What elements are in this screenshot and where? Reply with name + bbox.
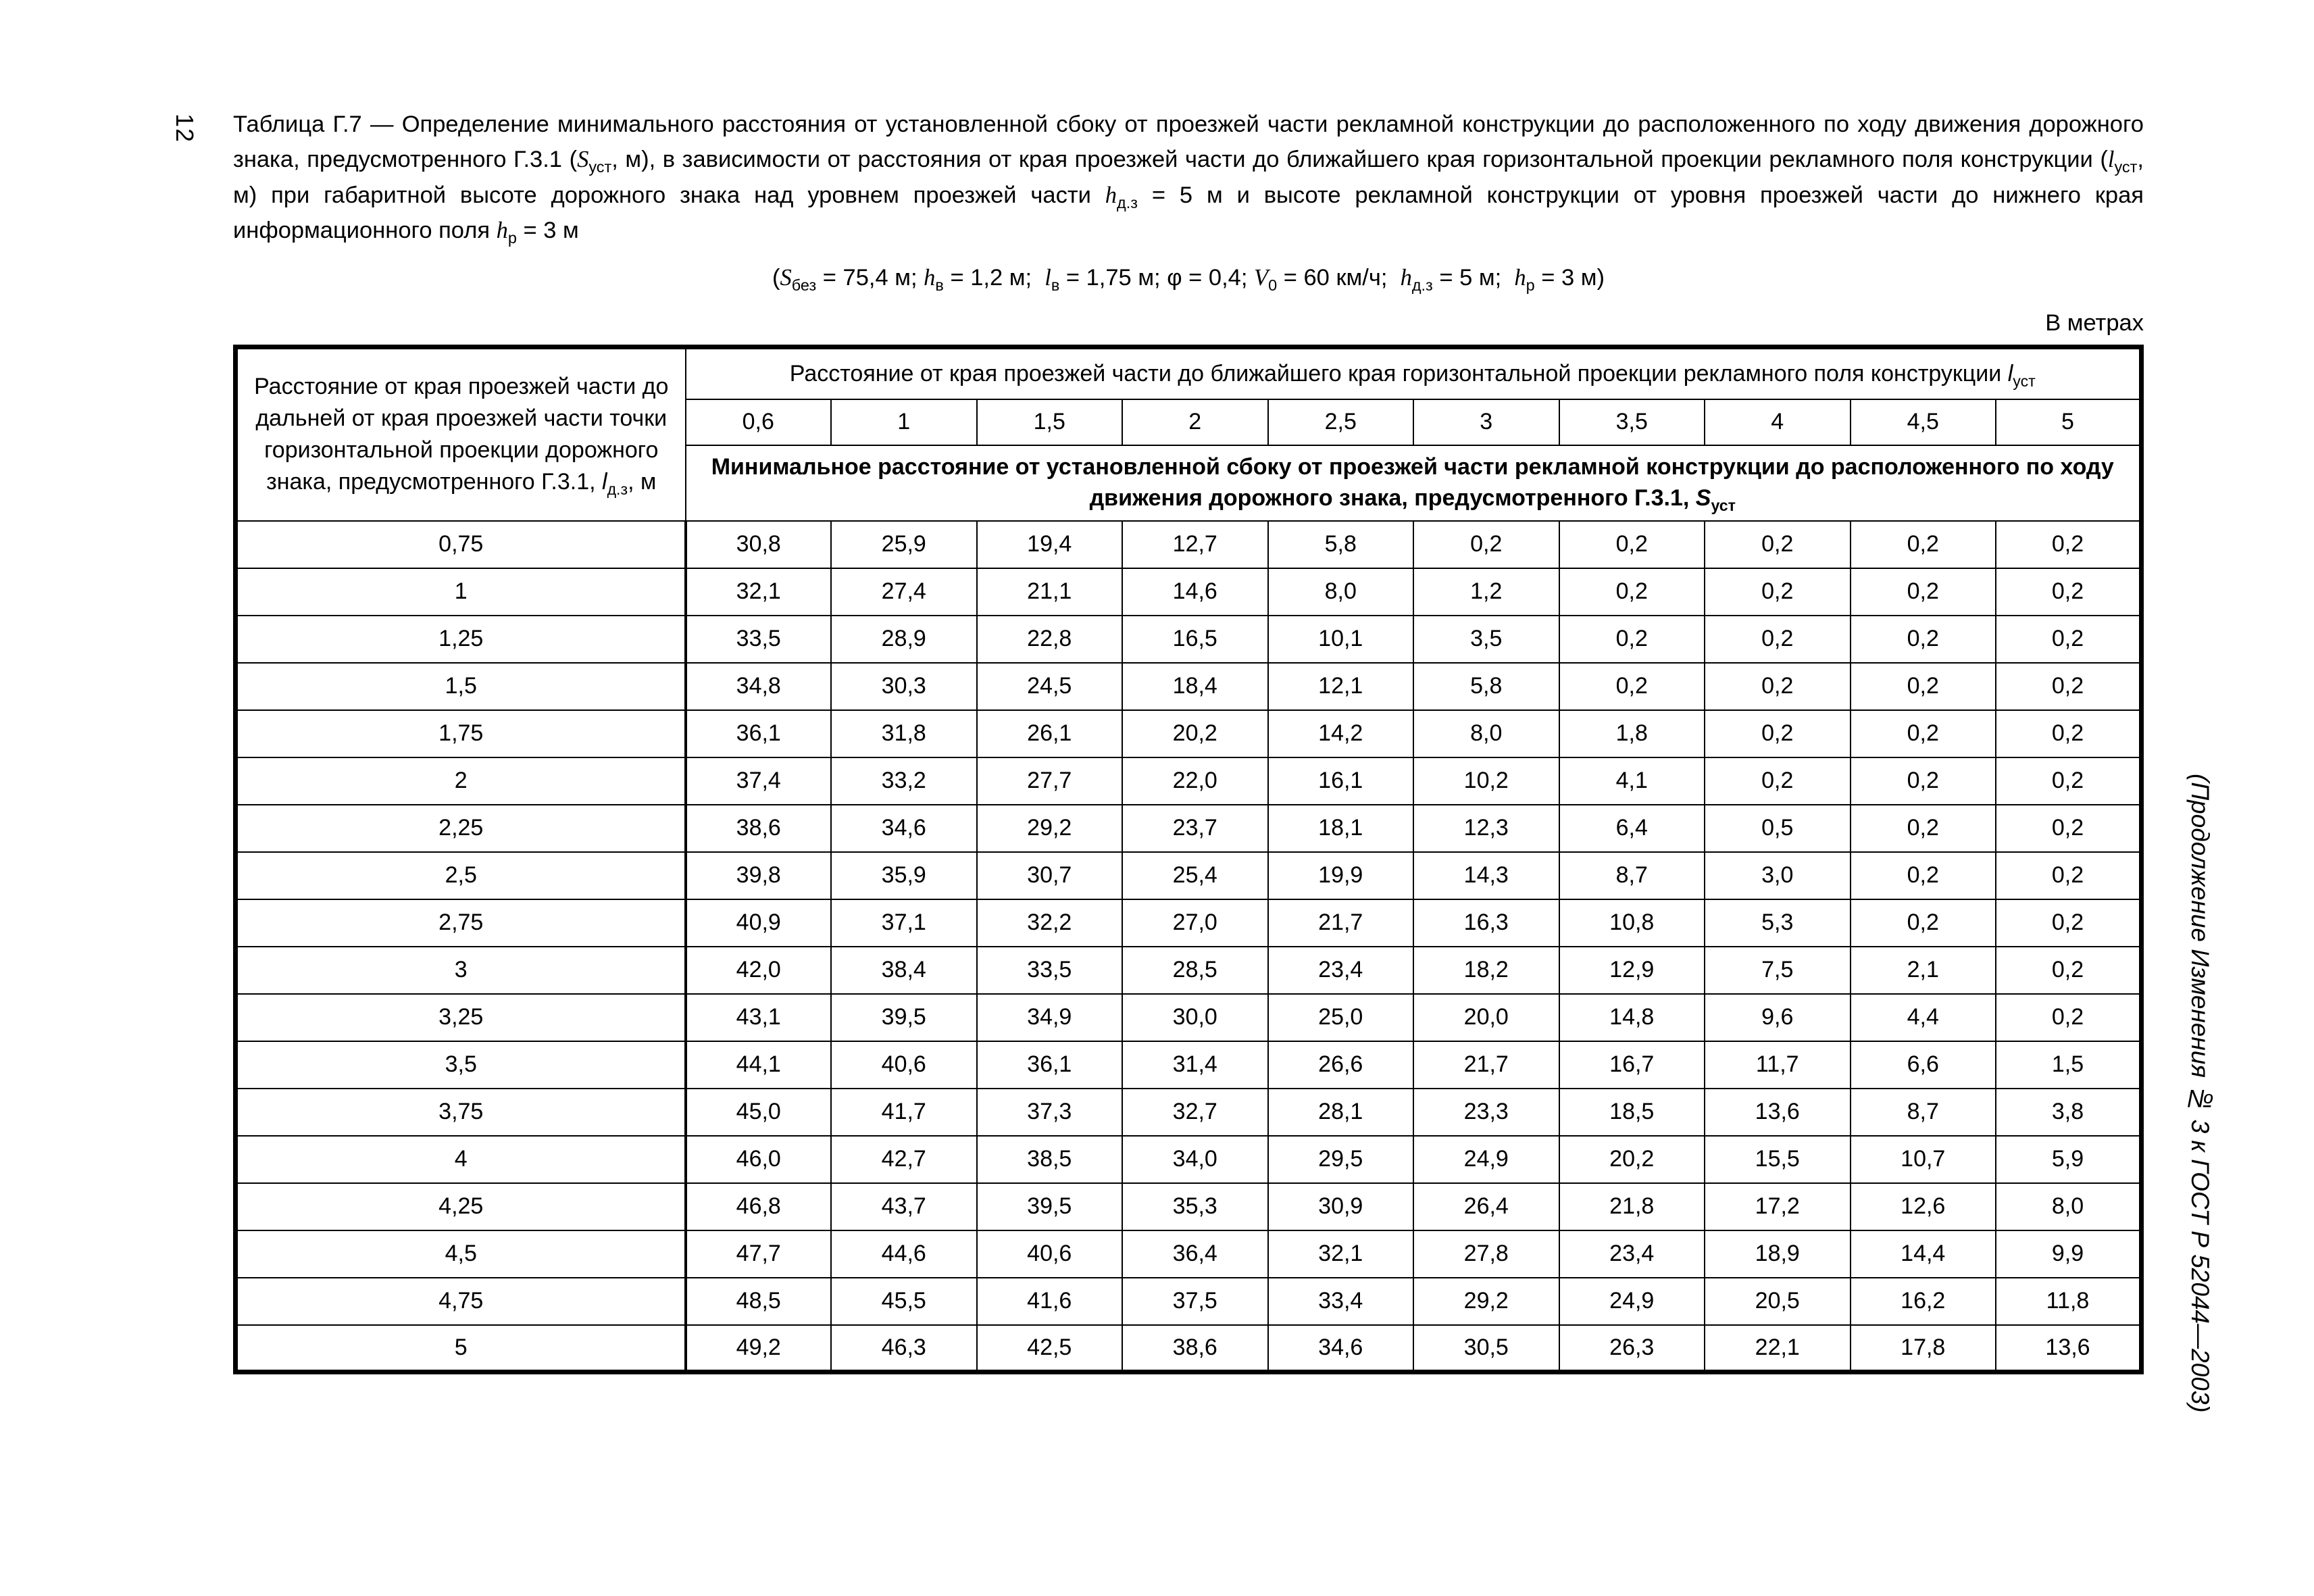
table-row [236, 1136, 2142, 1183]
data-cell: 30,3 [831, 663, 977, 710]
data-cell: 0,2 [1996, 568, 2142, 616]
col-header-value: 1 [831, 399, 977, 445]
continuation-note: (Продолжение Изменения № 3 к ГОСТ Р 52044—2003) [2186, 774, 2214, 1413]
data-cell: 1,2 [1413, 568, 1559, 616]
data-cell: 12,9 [1559, 947, 1705, 994]
mid-header: Минимальное расстояние от установленной сбоку от проезжей части рекламной конструкции до расположенного по ходу движения дорожного знака, предусмотренного Г.3.1, $S_{уст}$ [686, 445, 2142, 521]
data-cell: 28,9 [831, 616, 977, 663]
data-cell: 44,1 [686, 1041, 832, 1089]
data-cell: 24,9 [1413, 1136, 1559, 1183]
data-cell: 12,3 [1413, 805, 1559, 852]
data-cell: 5,8 [1268, 521, 1414, 568]
data-cell: 23,7 [1122, 805, 1268, 852]
data-cell: 11,7 [1705, 1041, 1851, 1089]
data-cell: 21,8 [1559, 1183, 1705, 1230]
data-cell: 0,2 [1996, 899, 2142, 947]
data-cell: 38,6 [1122, 1325, 1268, 1372]
table-caption: Таблица Г.7 — Определение минимального расстояния от установленной сбоку от проезжей части рекламной конструкции до расположенного по ходу движения дорожного знака, предусмотренного Г.3.1 ($S_{уст}$, м), в зависимости от расстояния от края проезжей части до ближайшего края горизонтальной проекции рекламного поля конструкции ($l_{уст}$, м) при габаритной высоте дорожного знака над уровнем проезжей части $h_{д.з} = 5$ м и высоте рекламной конструкции от уровня проезжей части до нижнего края информационного поля $h_р = 3$ м [233, 111, 2144, 247]
row-header-value: 1 [236, 568, 686, 616]
data-cell: 0,2 [1851, 568, 1996, 616]
data-cell: 42,7 [831, 1136, 977, 1183]
data-cell: 0,2 [1705, 710, 1851, 757]
data-cell: 20,2 [1559, 1136, 1705, 1183]
data-cell: 0,2 [1559, 663, 1705, 710]
data-cell: 0,2 [1996, 852, 2142, 899]
parameters-line: ($S_{без} = 75,4$ м; $h_в = 1,2$ м; $l_в = 1,75$ м; φ = 0,4; $V_0 = 60$ км/ч; $h_{д.з} = 5$ м; $h_р = 3$ м) [772, 264, 1605, 294]
data-cell: 15,5 [1705, 1136, 1851, 1183]
data-cell: 32,2 [977, 899, 1123, 947]
col-header-value: 4,5 [1851, 399, 1996, 445]
data-cell: 0,2 [1559, 521, 1705, 568]
data-cell: 33,2 [831, 757, 977, 805]
data-cell: 30,0 [1122, 994, 1268, 1041]
data-cell: 25,0 [1268, 994, 1414, 1041]
data-cell: 14,2 [1268, 710, 1414, 757]
data-cell: 49,2 [686, 1325, 832, 1372]
row-header-value: 2 [236, 757, 686, 805]
col-header-value: 5 [1996, 399, 2142, 445]
data-cell: 3,8 [1996, 1089, 2142, 1136]
top-header-row [236, 347, 2142, 399]
data-cell: 26,6 [1268, 1041, 1414, 1089]
data-cell: 34,9 [977, 994, 1123, 1041]
data-cell: 18,5 [1559, 1089, 1705, 1136]
data-cell: 1,8 [1559, 710, 1705, 757]
data-cell: 38,6 [686, 805, 832, 852]
data-cell: 41,7 [831, 1089, 977, 1136]
data-cell: 0,2 [1705, 757, 1851, 805]
data-cell: 25,4 [1122, 852, 1268, 899]
data-cell: 21,1 [977, 568, 1123, 616]
page-number: 12 [171, 114, 199, 144]
data-cell: 41,6 [977, 1278, 1123, 1325]
row-header-value: 2,75 [236, 899, 686, 947]
data-cell: 0,2 [1705, 521, 1851, 568]
data-cell: 21,7 [1268, 899, 1414, 947]
data-cell: 20,0 [1413, 994, 1559, 1041]
table-row [236, 899, 2142, 947]
table-row [236, 994, 2142, 1041]
data-cell: 0,5 [1705, 805, 1851, 852]
data-cell: 9,6 [1705, 994, 1851, 1041]
data-cell: 2,1 [1851, 947, 1996, 994]
data-cell: 5,8 [1413, 663, 1559, 710]
data-cell: 8,7 [1851, 1089, 1996, 1136]
data-cell: 45,5 [831, 1278, 977, 1325]
data-cell: 18,4 [1122, 663, 1268, 710]
data-cell: 0,2 [1996, 994, 2142, 1041]
data-cell: 20,2 [1122, 710, 1268, 757]
data-cell: 23,4 [1268, 947, 1414, 994]
row-header-value: 4,75 [236, 1278, 686, 1325]
row-header-value: 1,25 [236, 616, 686, 663]
data-cell: 0,2 [1996, 663, 2142, 710]
row-header-value: 5 [236, 1325, 686, 1372]
data-cell: 8,0 [1268, 568, 1414, 616]
data-cell: 14,4 [1851, 1230, 1996, 1278]
data-cell: 8,0 [1996, 1183, 2142, 1230]
data-cell: 33,5 [977, 947, 1123, 994]
data-cell: 0,2 [1851, 710, 1996, 757]
row-header-value: 3,25 [236, 994, 686, 1041]
data-cell: 10,8 [1559, 899, 1705, 947]
data-cell: 4,1 [1559, 757, 1705, 805]
data-cell: 19,9 [1268, 852, 1414, 899]
data-cell: 6,6 [1851, 1041, 1996, 1089]
data-cell: 22,0 [1122, 757, 1268, 805]
data-cell: 8,7 [1559, 852, 1705, 899]
data-cell: 6,4 [1559, 805, 1705, 852]
data-cell: 34,8 [686, 663, 832, 710]
data-cell: 35,3 [1122, 1183, 1268, 1230]
data-cell: 8,0 [1413, 710, 1559, 757]
data-cell: 25,9 [831, 521, 977, 568]
data-cell: 0,2 [1851, 616, 1996, 663]
data-cell: 23,4 [1559, 1230, 1705, 1278]
col-header-value: 3,5 [1559, 399, 1705, 445]
table-row [236, 521, 2142, 568]
data-cell: 0,2 [1851, 663, 1996, 710]
data-cell: 24,5 [977, 663, 1123, 710]
data-cell: 24,9 [1559, 1278, 1705, 1325]
data-cell: 18,2 [1413, 947, 1559, 994]
page-content [233, 107, 2144, 1374]
data-cell: 29,2 [1413, 1278, 1559, 1325]
data-cell: 22,1 [1705, 1325, 1851, 1372]
row-header-value: 0,75 [236, 521, 686, 568]
data-cell: 19,4 [977, 521, 1123, 568]
data-cell: 36,1 [686, 710, 832, 757]
data-cell: 37,4 [686, 757, 832, 805]
data-cell: 11,8 [1996, 1278, 2142, 1325]
data-cell: 0,2 [1996, 947, 2142, 994]
col-header-value: 4 [1705, 399, 1851, 445]
data-cell: 7,5 [1705, 947, 1851, 994]
data-cell: 0,2 [1851, 757, 1996, 805]
data-cell: 37,1 [831, 899, 977, 947]
data-cell: 36,1 [977, 1041, 1123, 1089]
data-cell: 28,5 [1122, 947, 1268, 994]
data-cell: 32,7 [1122, 1089, 1268, 1136]
data-cell: 20,5 [1705, 1278, 1851, 1325]
row-header-value: 1,5 [236, 663, 686, 710]
data-cell: 0,2 [1705, 616, 1851, 663]
data-cell: 39,8 [686, 852, 832, 899]
row-header-value: 2,25 [236, 805, 686, 852]
data-cell: 0,2 [1559, 616, 1705, 663]
table-g7 [233, 345, 2144, 1375]
data-cell: 46,3 [831, 1325, 977, 1372]
data-cell: 18,1 [1268, 805, 1414, 852]
table-row [236, 1278, 2142, 1325]
data-cell: 16,1 [1268, 757, 1414, 805]
data-cell: 31,8 [831, 710, 977, 757]
table-row [236, 805, 2142, 852]
data-cell: 17,8 [1851, 1325, 1996, 1372]
data-cell: 33,5 [686, 616, 832, 663]
data-cell: 3,5 [1413, 616, 1559, 663]
units-note: В метрах [2045, 309, 2144, 336]
table-row [236, 947, 2142, 994]
data-cell: 21,7 [1413, 1041, 1559, 1089]
data-cell: 47,7 [686, 1230, 832, 1278]
data-cell: 23,3 [1413, 1089, 1559, 1136]
data-cell: 48,5 [686, 1278, 832, 1325]
data-cell: 31,4 [1122, 1041, 1268, 1089]
data-cell: 16,3 [1413, 899, 1559, 947]
table-row [236, 710, 2142, 757]
data-cell: 10,1 [1268, 616, 1414, 663]
data-cell: 27,4 [831, 568, 977, 616]
data-cell: 30,7 [977, 852, 1123, 899]
data-cell: 35,9 [831, 852, 977, 899]
data-cell: 12,1 [1268, 663, 1414, 710]
data-cell: 17,2 [1705, 1183, 1851, 1230]
data-cell: 14,8 [1559, 994, 1705, 1041]
data-cell: 32,1 [1268, 1230, 1414, 1278]
data-cell: 26,3 [1559, 1325, 1705, 1372]
data-cell: 40,6 [831, 1041, 977, 1089]
data-cell: 30,5 [1413, 1325, 1559, 1372]
data-cell: 40,6 [977, 1230, 1123, 1278]
data-cell: 29,5 [1268, 1136, 1414, 1183]
data-cell: 43,1 [686, 994, 832, 1041]
data-cell: 16,7 [1559, 1041, 1705, 1089]
data-cell: 34,6 [831, 805, 977, 852]
col-header-value: 2,5 [1268, 399, 1414, 445]
data-cell: 0,2 [1851, 805, 1996, 852]
data-cell: 0,2 [1851, 521, 1996, 568]
data-cell: 39,5 [977, 1183, 1123, 1230]
top-header: Расстояние от края проезжей части до ближайшего края горизонтальной проекции рекламного поля конструкции $l_{уст}$ [686, 347, 2142, 399]
row-header-value: 2,5 [236, 852, 686, 899]
data-cell: 46,8 [686, 1183, 832, 1230]
data-cell: 4,4 [1851, 994, 1996, 1041]
table-row [236, 1230, 2142, 1278]
table-row [236, 1041, 2142, 1089]
data-cell: 16,2 [1851, 1278, 1996, 1325]
data-cell: 42,0 [686, 947, 832, 994]
data-cell: 0,2 [1705, 568, 1851, 616]
data-cell: 10,2 [1413, 757, 1559, 805]
data-cell: 18,9 [1705, 1230, 1851, 1278]
data-cell: 32,1 [686, 568, 832, 616]
table-row [236, 663, 2142, 710]
data-cell: 0,2 [1705, 663, 1851, 710]
data-cell: 12,7 [1122, 521, 1268, 568]
row-header-value: 3,75 [236, 1089, 686, 1136]
data-cell: 0,2 [1996, 616, 2142, 663]
table-row [236, 757, 2142, 805]
data-cell: 0,2 [1851, 852, 1996, 899]
row-header-value: 4,5 [236, 1230, 686, 1278]
table-row [236, 616, 2142, 663]
data-cell: 46,0 [686, 1136, 832, 1183]
data-cell: 0,2 [1996, 710, 2142, 757]
data-cell: 27,8 [1413, 1230, 1559, 1278]
data-cell: 5,3 [1705, 899, 1851, 947]
table-row [236, 1089, 2142, 1136]
data-cell: 33,4 [1268, 1278, 1414, 1325]
data-cell: 26,4 [1413, 1183, 1559, 1230]
data-cell: 1,5 [1996, 1041, 2142, 1089]
data-cell: 0,2 [1413, 521, 1559, 568]
table-row [236, 568, 2142, 616]
data-cell: 26,1 [977, 710, 1123, 757]
data-cell: 28,1 [1268, 1089, 1414, 1136]
row-header-value: 3,5 [236, 1041, 686, 1089]
data-cell: 0,2 [1996, 521, 2142, 568]
data-cell: 0,2 [1851, 899, 1996, 947]
data-cell: 37,3 [977, 1089, 1123, 1136]
data-cell: 13,6 [1996, 1325, 2142, 1372]
data-cell: 13,6 [1705, 1089, 1851, 1136]
data-cell: 5,9 [1996, 1136, 2142, 1183]
data-cell: 16,5 [1122, 616, 1268, 663]
row-header-value: 1,75 [236, 710, 686, 757]
table-row [236, 1183, 2142, 1230]
data-cell: 38,4 [831, 947, 977, 994]
data-cell: 38,5 [977, 1136, 1123, 1183]
data-cell: 45,0 [686, 1089, 832, 1136]
table-row [236, 1325, 2142, 1372]
data-cell: 36,4 [1122, 1230, 1268, 1278]
data-cell: 29,2 [977, 805, 1123, 852]
row-header-value: 4 [236, 1136, 686, 1183]
data-cell: 0,2 [1996, 805, 2142, 852]
col-header-value: 0,6 [686, 399, 832, 445]
row-header-value: 4,25 [236, 1183, 686, 1230]
data-cell: 22,8 [977, 616, 1123, 663]
data-cell: 30,8 [686, 521, 832, 568]
col-header-value: 2 [1122, 399, 1268, 445]
data-cell: 39,5 [831, 994, 977, 1041]
data-cell: 43,7 [831, 1183, 977, 1230]
data-cell: 9,9 [1996, 1230, 2142, 1278]
col-header-value: 3 [1413, 399, 1559, 445]
col-header-value: 1,5 [977, 399, 1123, 445]
data-cell: 37,5 [1122, 1278, 1268, 1325]
data-cell: 40,9 [686, 899, 832, 947]
data-cell: 14,6 [1122, 568, 1268, 616]
data-cell: 34,6 [1268, 1325, 1414, 1372]
corner-header: Расстояние от края проезжей части до дальней от края проезжей части точки горизонтальной проекции дорожного знака, предусмотренного Г.3.1, $l_{д.з}$, м [236, 347, 686, 521]
data-cell: 44,6 [831, 1230, 977, 1278]
table-row [236, 852, 2142, 899]
data-cell: 0,2 [1559, 568, 1705, 616]
data-cell: 30,9 [1268, 1183, 1414, 1230]
data-cell: 0,2 [1996, 757, 2142, 805]
data-cell: 42,5 [977, 1325, 1123, 1372]
data-cell: 34,0 [1122, 1136, 1268, 1183]
row-header-value: 3 [236, 947, 686, 994]
table-body [236, 521, 2142, 1372]
data-cell: 3,0 [1705, 852, 1851, 899]
data-cell: 27,0 [1122, 899, 1268, 947]
data-cell: 12,6 [1851, 1183, 1996, 1230]
data-cell: 10,7 [1851, 1136, 1996, 1183]
data-cell: 14,3 [1413, 852, 1559, 899]
data-cell: 27,7 [977, 757, 1123, 805]
